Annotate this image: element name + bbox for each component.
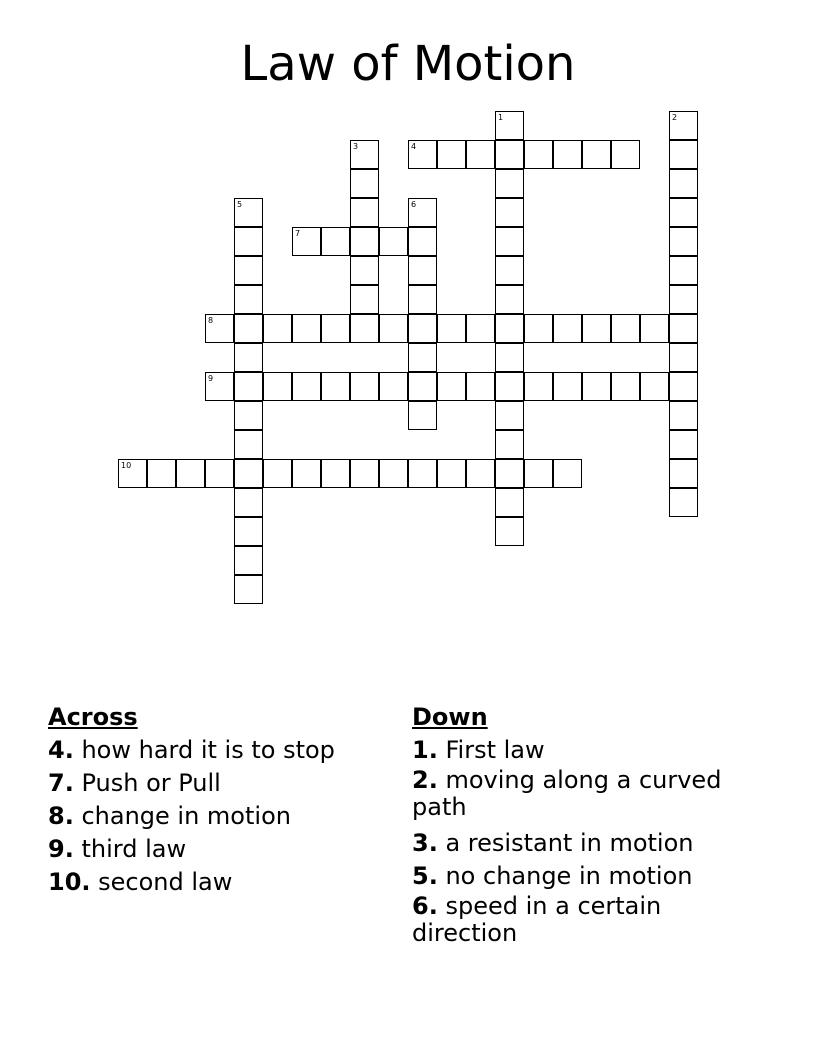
grid-cell[interactable] <box>495 459 524 488</box>
grid-cell[interactable] <box>669 488 698 517</box>
across-clue: 8. change in motion <box>48 802 291 830</box>
clue-number: 1 <box>498 113 504 122</box>
grid-cell[interactable] <box>379 372 408 401</box>
grid-cell[interactable] <box>408 401 437 430</box>
grid-cell[interactable] <box>466 459 495 488</box>
grid-cell[interactable] <box>669 430 698 459</box>
grid-cell[interactable] <box>408 256 437 285</box>
grid-cell[interactable] <box>611 140 640 169</box>
grid-cell[interactable] <box>408 459 437 488</box>
grid-cell[interactable] <box>350 256 379 285</box>
grid-cell[interactable] <box>611 372 640 401</box>
grid-cell[interactable] <box>350 372 379 401</box>
grid-cell[interactable] <box>321 227 350 256</box>
grid-cell[interactable] <box>292 227 321 256</box>
grid-cell[interactable] <box>321 459 350 488</box>
clue-number: 2 <box>672 113 678 122</box>
grid-cell[interactable] <box>234 343 263 372</box>
grid-cell[interactable] <box>379 314 408 343</box>
clue-number: 4 <box>411 142 417 151</box>
grid-cell[interactable] <box>350 227 379 256</box>
down-heading: Down <box>412 703 488 731</box>
grid-cell[interactable] <box>669 198 698 227</box>
grid-cell[interactable] <box>234 430 263 459</box>
grid-cell[interactable] <box>292 314 321 343</box>
grid-cell[interactable] <box>350 140 379 169</box>
grid-cell[interactable] <box>669 169 698 198</box>
grid-cell[interactable] <box>234 285 263 314</box>
grid-cell[interactable] <box>321 314 350 343</box>
grid-cell[interactable] <box>350 198 379 227</box>
grid-cell[interactable] <box>669 459 698 488</box>
down-clue: 2. moving along a curved path <box>412 766 722 821</box>
grid-cell[interactable] <box>321 372 350 401</box>
grid-cell[interactable] <box>582 314 611 343</box>
grid-cell[interactable] <box>263 314 292 343</box>
grid-cell[interactable] <box>495 256 524 285</box>
grid-cell[interactable] <box>495 343 524 372</box>
grid-cell[interactable] <box>553 372 582 401</box>
grid-cell[interactable] <box>234 517 263 546</box>
clue-number: 9 <box>208 374 214 383</box>
grid-cell[interactable] <box>176 459 205 488</box>
grid-cell[interactable] <box>640 314 669 343</box>
grid-cell[interactable] <box>495 227 524 256</box>
grid-cell[interactable] <box>292 372 321 401</box>
across-clue: 9. third law <box>48 835 187 863</box>
grid-cell[interactable] <box>408 343 437 372</box>
grid-cell[interactable] <box>495 430 524 459</box>
grid-cell[interactable] <box>408 227 437 256</box>
grid-cell[interactable] <box>263 372 292 401</box>
grid-cell[interactable] <box>669 256 698 285</box>
clue-number: 5 <box>237 200 243 209</box>
across-clues <box>48 701 388 899</box>
grid-cell[interactable] <box>524 140 553 169</box>
grid-cell[interactable] <box>350 459 379 488</box>
grid-cell[interactable] <box>408 198 437 227</box>
grid-cell[interactable] <box>495 111 524 140</box>
grid-cell[interactable] <box>553 314 582 343</box>
grid-cell[interactable] <box>379 227 408 256</box>
grid-cell[interactable] <box>234 314 263 343</box>
grid-cell[interactable] <box>350 314 379 343</box>
grid-cell[interactable] <box>292 459 321 488</box>
clue-number: 3 <box>353 142 359 151</box>
grid-cell[interactable] <box>582 140 611 169</box>
grid-cell[interactable] <box>524 314 553 343</box>
grid-cell[interactable] <box>582 372 611 401</box>
grid-cell[interactable] <box>669 343 698 372</box>
grid-cell[interactable] <box>234 575 263 604</box>
grid-cell[interactable] <box>379 459 408 488</box>
clue-number: 6 <box>411 200 417 209</box>
grid-cell[interactable] <box>263 459 292 488</box>
grid-cell[interactable] <box>466 140 495 169</box>
grid-cell[interactable] <box>495 488 524 517</box>
grid-cell[interactable] <box>466 314 495 343</box>
grid-cell[interactable] <box>495 198 524 227</box>
grid-cell[interactable] <box>205 314 234 343</box>
grid-cell[interactable] <box>408 140 437 169</box>
grid-cell[interactable] <box>437 459 466 488</box>
clue-number: 10 <box>121 461 132 470</box>
grid-cell[interactable] <box>495 372 524 401</box>
clue-number: 8 <box>208 316 214 325</box>
grid-cell[interactable] <box>118 459 147 488</box>
grid-cell[interactable] <box>495 169 524 198</box>
across-clue: 7. Push or Pull <box>48 769 221 797</box>
grid-cell[interactable] <box>611 314 640 343</box>
grid-cell[interactable] <box>495 401 524 430</box>
grid-cell[interactable] <box>234 488 263 517</box>
across-clue: 10. second law <box>48 868 233 896</box>
down-clue: 1. First law <box>412 736 545 764</box>
grid-cell[interactable] <box>524 372 553 401</box>
down-clues <box>412 701 762 953</box>
page-title: Law of Motion <box>240 36 576 92</box>
down-clue: 6. speed in a certain direction <box>412 892 662 947</box>
grid-cell[interactable] <box>205 459 234 488</box>
across-clue: 4. how hard it is to stop <box>48 736 335 764</box>
grid-cell[interactable] <box>437 372 466 401</box>
down-clue: 3. a resistant in motion <box>412 829 694 857</box>
grid-cell[interactable] <box>234 459 263 488</box>
grid-cell[interactable] <box>495 140 524 169</box>
grid-cell[interactable] <box>147 459 176 488</box>
grid-cell[interactable] <box>669 111 698 140</box>
grid-cell[interactable] <box>524 459 553 488</box>
grid-cell[interactable] <box>234 256 263 285</box>
grid-cell[interactable] <box>669 285 698 314</box>
grid-cell[interactable] <box>669 314 698 343</box>
grid-cell[interactable] <box>350 169 379 198</box>
grid-cell[interactable] <box>466 372 495 401</box>
grid-cell[interactable] <box>669 372 698 401</box>
grid-cell[interactable] <box>495 314 524 343</box>
grid-cell[interactable] <box>437 140 466 169</box>
grid-cell[interactable] <box>234 372 263 401</box>
clue-number: 7 <box>295 229 301 238</box>
grid-cell[interactable] <box>553 459 582 488</box>
grid-cell[interactable] <box>408 314 437 343</box>
grid-cell[interactable] <box>408 372 437 401</box>
grid-cell[interactable] <box>234 546 263 575</box>
grid-cell[interactable] <box>234 401 263 430</box>
grid-cell[interactable] <box>234 198 263 227</box>
grid-cell[interactable] <box>205 372 234 401</box>
grid-cell[interactable] <box>553 140 582 169</box>
grid-cell[interactable] <box>669 401 698 430</box>
grid-cell[interactable] <box>408 285 437 314</box>
grid-cell[interactable] <box>437 314 466 343</box>
grid-cell[interactable] <box>669 227 698 256</box>
grid-cell[interactable] <box>350 285 379 314</box>
grid-cell[interactable] <box>640 372 669 401</box>
across-heading: Across <box>48 703 138 731</box>
grid-cell[interactable] <box>234 227 263 256</box>
grid-cell[interactable] <box>669 140 698 169</box>
grid-cell[interactable] <box>495 285 524 314</box>
grid-cell[interactable] <box>495 517 524 546</box>
down-clue: 5. no change in motion <box>412 862 693 890</box>
